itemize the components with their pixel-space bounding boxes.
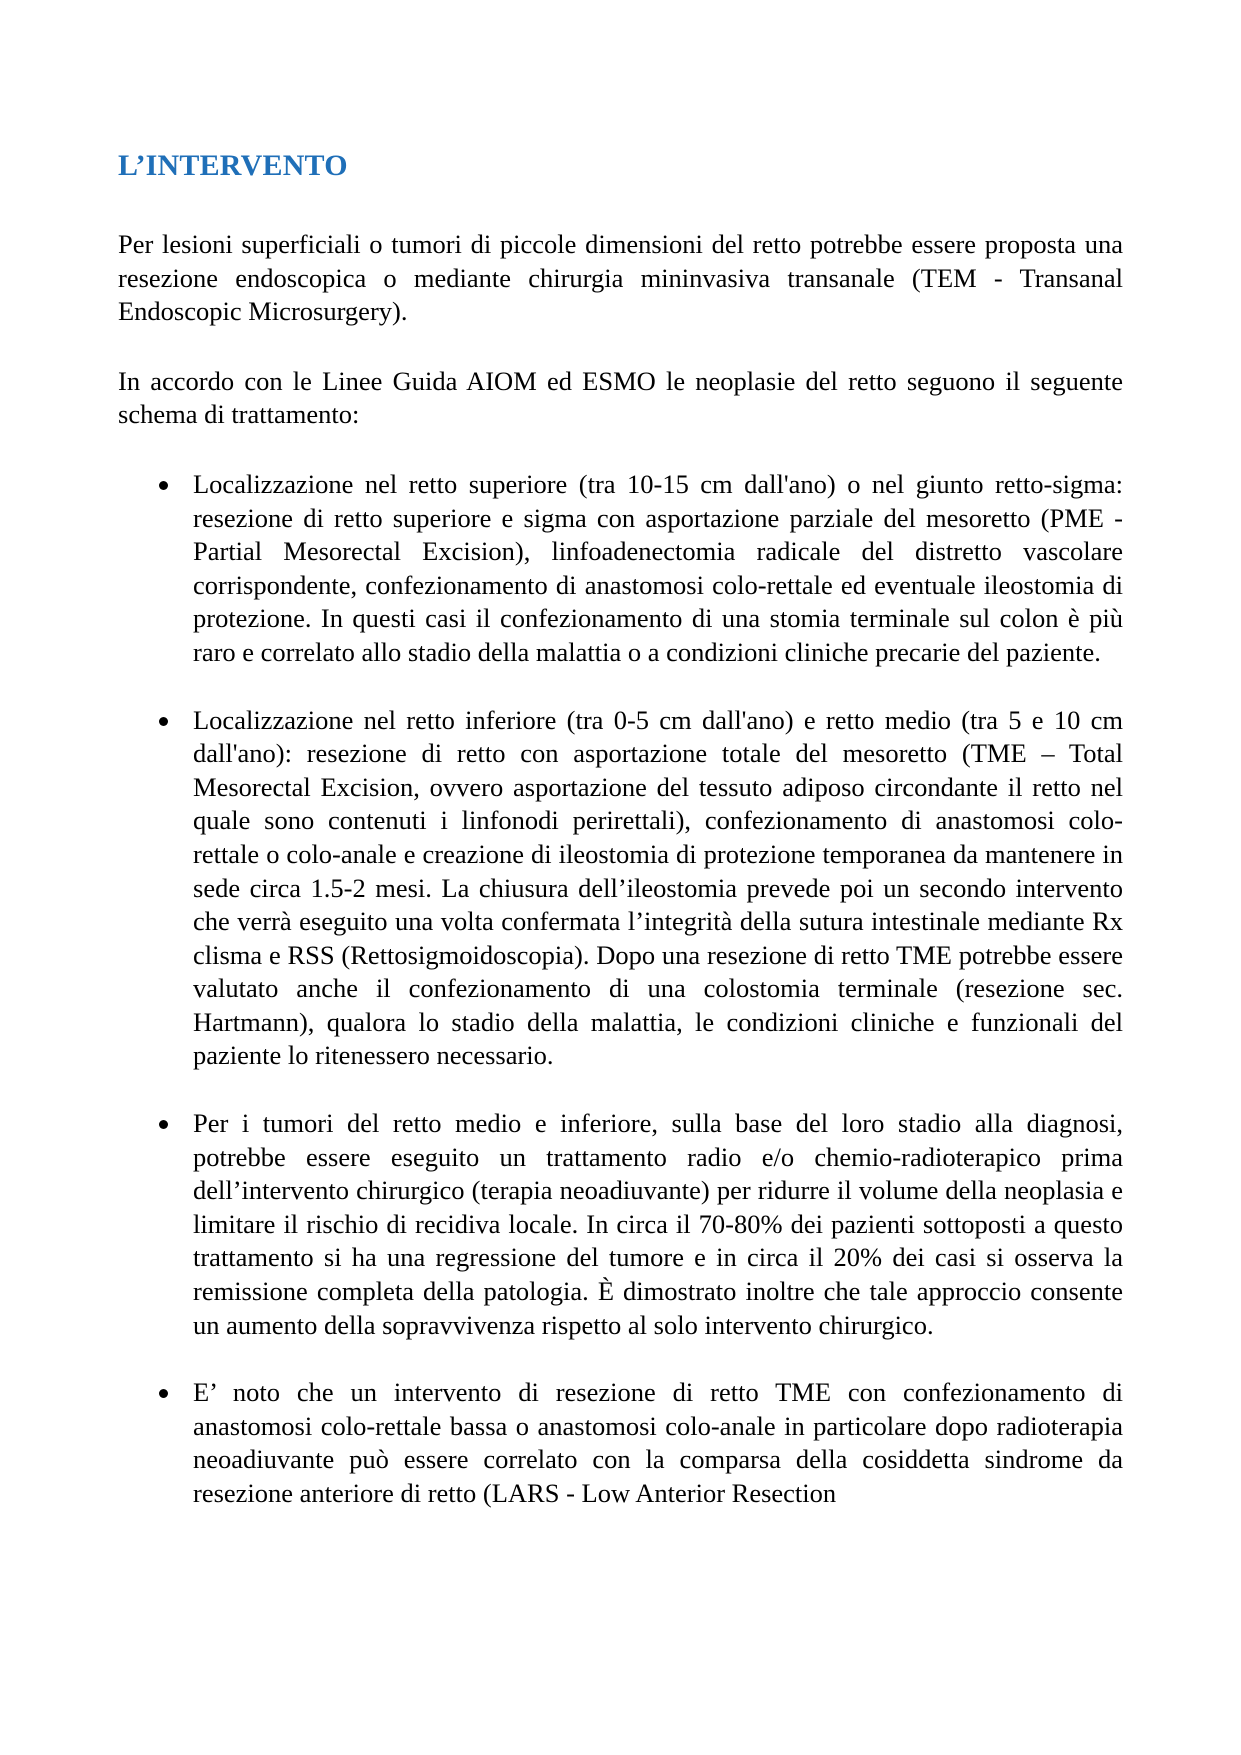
intro-paragraph: Per lesioni superficiali o tumori di piccole dimensioni del retto potrebbe essere proposta una resezione endoscopica o mediante chirurgia mininvasiva transanale (TEM - Transanal Endoscopic Microsurgery).: [118, 229, 1123, 327]
bullet-icon: [159, 1389, 168, 1398]
list-item: [118, 468, 1123, 670]
bullet-icon: [159, 481, 168, 490]
intro-paragraph: In accordo con le Linee Guida AIOM ed ESMO le neoplasie del retto seguono il seguente schema di trattamento:: [118, 365, 1123, 430]
document-page: [118, 146, 1123, 1545]
bullet-icon: [159, 1120, 168, 1129]
section-title: L’INTERVENTO: [118, 149, 348, 182]
list-item-text: Localizzazione nel retto inferiore (tra 0-5 cm dall'ano) e retto medio (tra 5 e 10 cm dall'ano): resezione di retto con asportazione totale del mesoretto (TME – Total Mesorectal Excision, ovvero asportazione del tessuto adiposo circondante il retto nel quale sono contenuti i linfonodi perirettali), confezionamento di anastomosi colo-rettale o colo-anale e creazione di ileostomia di protezione temporanea da mantenere in sede circa 1.5-2 mesi. La chiusura dell’ileostomia prevede poi un secondo intervento che verrà eseguito una volta confermata l’integrità della sutura intestinale mediante Rx clisma e RSS (Rettosigmoidoscopia). Dopo una resezione di retto TME potrebbe essere valutato anche il confezionamento di una colostomia terminale (resezione sec. Hartmann), qualora lo stadio della malattia, le condizioni cliniche e funzionali del paziente lo ritenessero necessario.: [193, 704, 1123, 1071]
treatment-list: [118, 468, 1123, 1511]
list-item-text: Localizzazione nel retto superiore (tra 10-15 cm dall'ano) o nel giunto retto-sigma: resezione di retto superiore e sigma con asportazione parziale del mesoretto (PME - Partial Mesorectal Excision), linfoadenectomia radicale del distretto vascolare corrispondente, confezionamento di anastomosi colo-rettale ed eventuale ileostomia di protezione. In questi casi il confezionamento di una stomia terminale sul colon è più raro e correlato allo stadio della malattia o a condizioni cliniche precarie del paziente.: [193, 468, 1123, 667]
list-item: [118, 1376, 1123, 1510]
list-item: [118, 704, 1123, 1074]
list-item: [118, 1107, 1123, 1342]
bullet-icon: [159, 717, 168, 726]
list-item-text: Per i tumori del retto medio e inferiore, sulla base del loro stadio alla diagnosi, potrebbe essere eseguito un trattamento radio e/o chemio-radioterapico prima dell’intervento chirurgico (terapia neoadiuvante) per ridurre il volume della neoplasia e limitare il rischio di recidiva locale. In circa il 70-80% dei pazienti sottoposti a questo trattamento si ha una regressione del tumore e in circa il 20% dei casi si osserva la remissione completa della patologia. È dimostrato inoltre che tale approccio consente un aumento della sopravvivenza rispetto al solo intervento chirurgico.: [193, 1108, 1123, 1340]
list-item-text: E’ noto che un intervento di resezione di retto TME con confezionamento di anastomosi colo-rettale bassa o anastomosi colo-anale in particolare dopo radioterapia neoadiuvante può essere correlato con la comparsa della cosiddetta sindrome da resezione anteriore di retto (LARS - Low Anterior Resection: [193, 1377, 1123, 1508]
